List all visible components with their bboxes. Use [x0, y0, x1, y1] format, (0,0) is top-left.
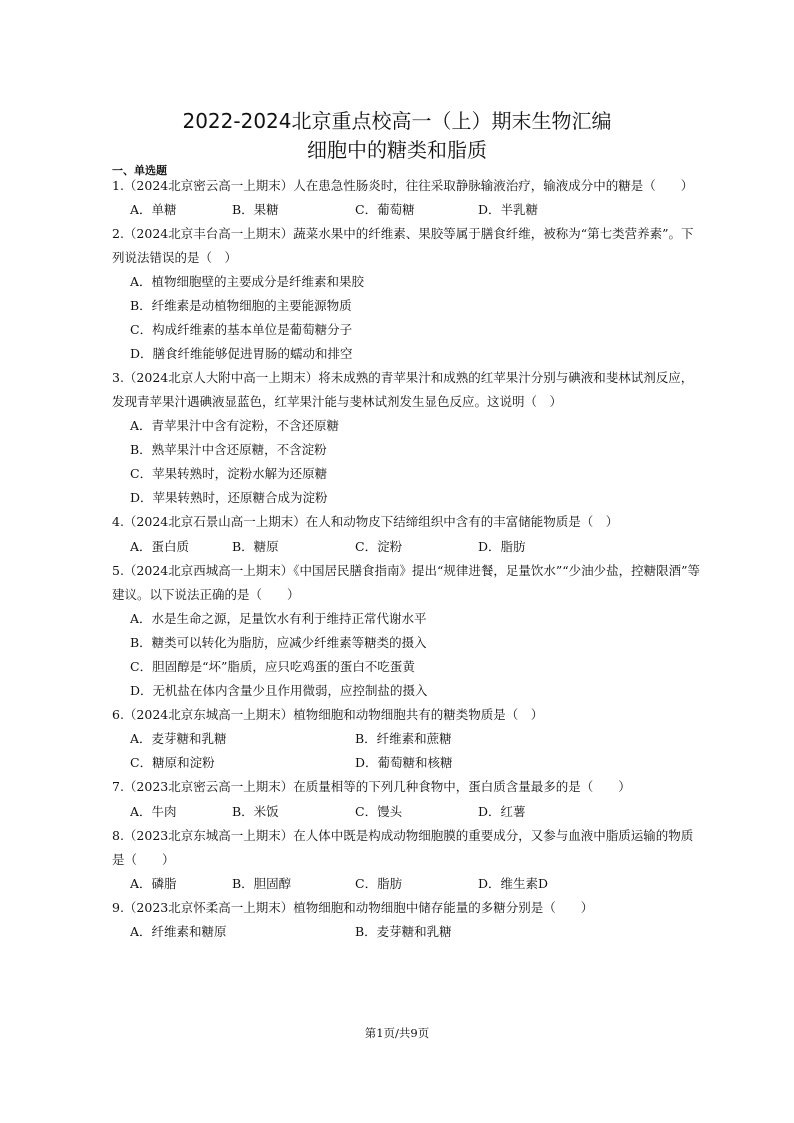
q3-option-b: B．熟苹果汁中含还原糖，不含淀粉 [130, 442, 327, 457]
question-3-text-line1: 3.（2024北京人大附中高一上期末）将未成熟的青苹果汁和成熟的红苹果汁分别与碘液和斐林试剂反应， [112, 370, 694, 385]
section-heading: 一、单选题 [112, 164, 167, 177]
page-footer: 第1页/共9页 [364, 1026, 430, 1040]
q6-option-c: C．糖原和淀粉 [130, 755, 215, 770]
q5-option-a: A．水是生命之源，足量饮水有利于维持正常代谢水平 [130, 611, 427, 626]
q3-option-d: D．苹果转熟时，还原糖合成为淀粉 [130, 490, 328, 505]
q6-option-d: D．葡萄糖和核糖 [355, 755, 453, 770]
question-8-text-line1: 8.（2023北京东城高一上期末）在人体中既是构成动物细胞膜的重要成分，又参与血液中脂质运输的物质 [112, 828, 694, 843]
q2-option-d: D．膳食纤维能够促进胃肠的蠕动和排空 [130, 346, 353, 361]
question-2-text-line1: 2.（2024北京丰台高一上期末）蔬菜水果中的纤维素、果胶等属于膳食纤维，被称为“第七类营养素”。下 [112, 226, 694, 241]
q3-option-c: C．苹果转熟时，淀粉水解为还原糖 [130, 466, 328, 481]
q7-option-c: C．馒头 [355, 804, 403, 819]
q1-option-c: C．葡萄糖 [355, 202, 415, 217]
q6-option-b: B．纤维素和蔗糖 [355, 731, 452, 746]
q8-option-d: D．维生素D [478, 876, 549, 891]
q9-option-a: A．纤维素和糖原 [130, 924, 227, 939]
question-7-text: 7.（2023北京密云高一上期末）在质量相等的下列几种食物中，蛋白质含量最多的是（ ） [112, 779, 631, 794]
question-9-text: 9.（2023北京怀柔高一上期末）植物细胞和动物细胞中储存能量的多糖分别是（ ） [112, 900, 594, 915]
question-8-text-line2: 是（ ） [112, 852, 175, 867]
q4-option-b: B．糖原 [232, 539, 279, 554]
q1-option-a: A．单糖 [130, 202, 177, 217]
q2-option-b: B．纤维素是动植物细胞的主要能源物质 [130, 298, 352, 313]
q6-option-a: A．麦芽糖和乳糖 [130, 731, 227, 746]
q7-option-b: B．米饭 [232, 804, 279, 819]
q9-option-b: B．麦芽糖和乳糖 [355, 924, 452, 939]
q1-option-d: D．半乳糖 [478, 202, 539, 217]
question-6-text: 6.（2024北京东城高一上期末）植物细胞和动物细胞共有的糖类物质是（ ） [112, 707, 544, 722]
question-2-text-line2: 列说法错误的是（ ） [112, 250, 238, 265]
q5-option-b: B．糖类可以转化为脂肪，应减少纤维素等糖类的摄入 [130, 635, 427, 650]
q1-option-b: B．果糖 [232, 202, 279, 217]
question-5-text-line1: 5.（2024北京西城高一上期末）《中国居民膳食指南》提出“规律进餐，足量饮水”“少油少盐，控糖限酒”等 [112, 563, 701, 578]
q8-option-c: C．脂肪 [355, 876, 403, 891]
q5-option-c: C．胆固醇是“坏”脂质，应只吃鸡蛋的蛋白不吃蛋黄 [130, 659, 415, 674]
q4-option-a: A．蛋白质 [130, 539, 190, 554]
q8-option-b: B．胆固醇 [232, 876, 292, 891]
question-1-text: 1.（2024北京密云高一上期末）人在患急性肠炎时，往往采取静脉输液治疗，输液成分中的糖是（ ） [112, 178, 694, 193]
q5-option-d: D．无机盐在体内含量少且作用微弱，应控制盐的摄入 [130, 683, 428, 698]
q2-option-a: A．植物细胞壁的主要成分是纤维素和果胶 [130, 274, 365, 289]
doc-title: 2022-2024北京重点校高一（上）期末生物汇编 [182, 109, 612, 133]
q3-option-a: A．青苹果汁中含有淀粉，不含还原糖 [130, 418, 340, 433]
question-5-text-line2: 建议。以下说法正确的是（ ） [112, 587, 300, 602]
q7-option-d: D．红薯 [478, 804, 526, 819]
q4-option-c: C．淀粉 [355, 539, 403, 554]
question-4-text: 4.（2024北京石景山高一上期末）在人和动物皮下结缔组织中含有的丰富储能物质是（ ） [112, 514, 619, 529]
q4-option-d: D．脂肪 [478, 539, 526, 554]
q8-option-a: A．磷脂 [130, 876, 177, 891]
doc-subtitle: 细胞中的糖类和脂质 [307, 138, 487, 162]
question-3-text-line2: 发现青苹果汁遇碘液显蓝色，红苹果汁能与斐林试剂发生显色反应。这说明（ ） [112, 394, 563, 409]
q2-option-c: C．构成纤维素的基本单位是葡萄糖分子 [130, 322, 353, 337]
q7-option-a: A．牛肉 [130, 804, 177, 819]
